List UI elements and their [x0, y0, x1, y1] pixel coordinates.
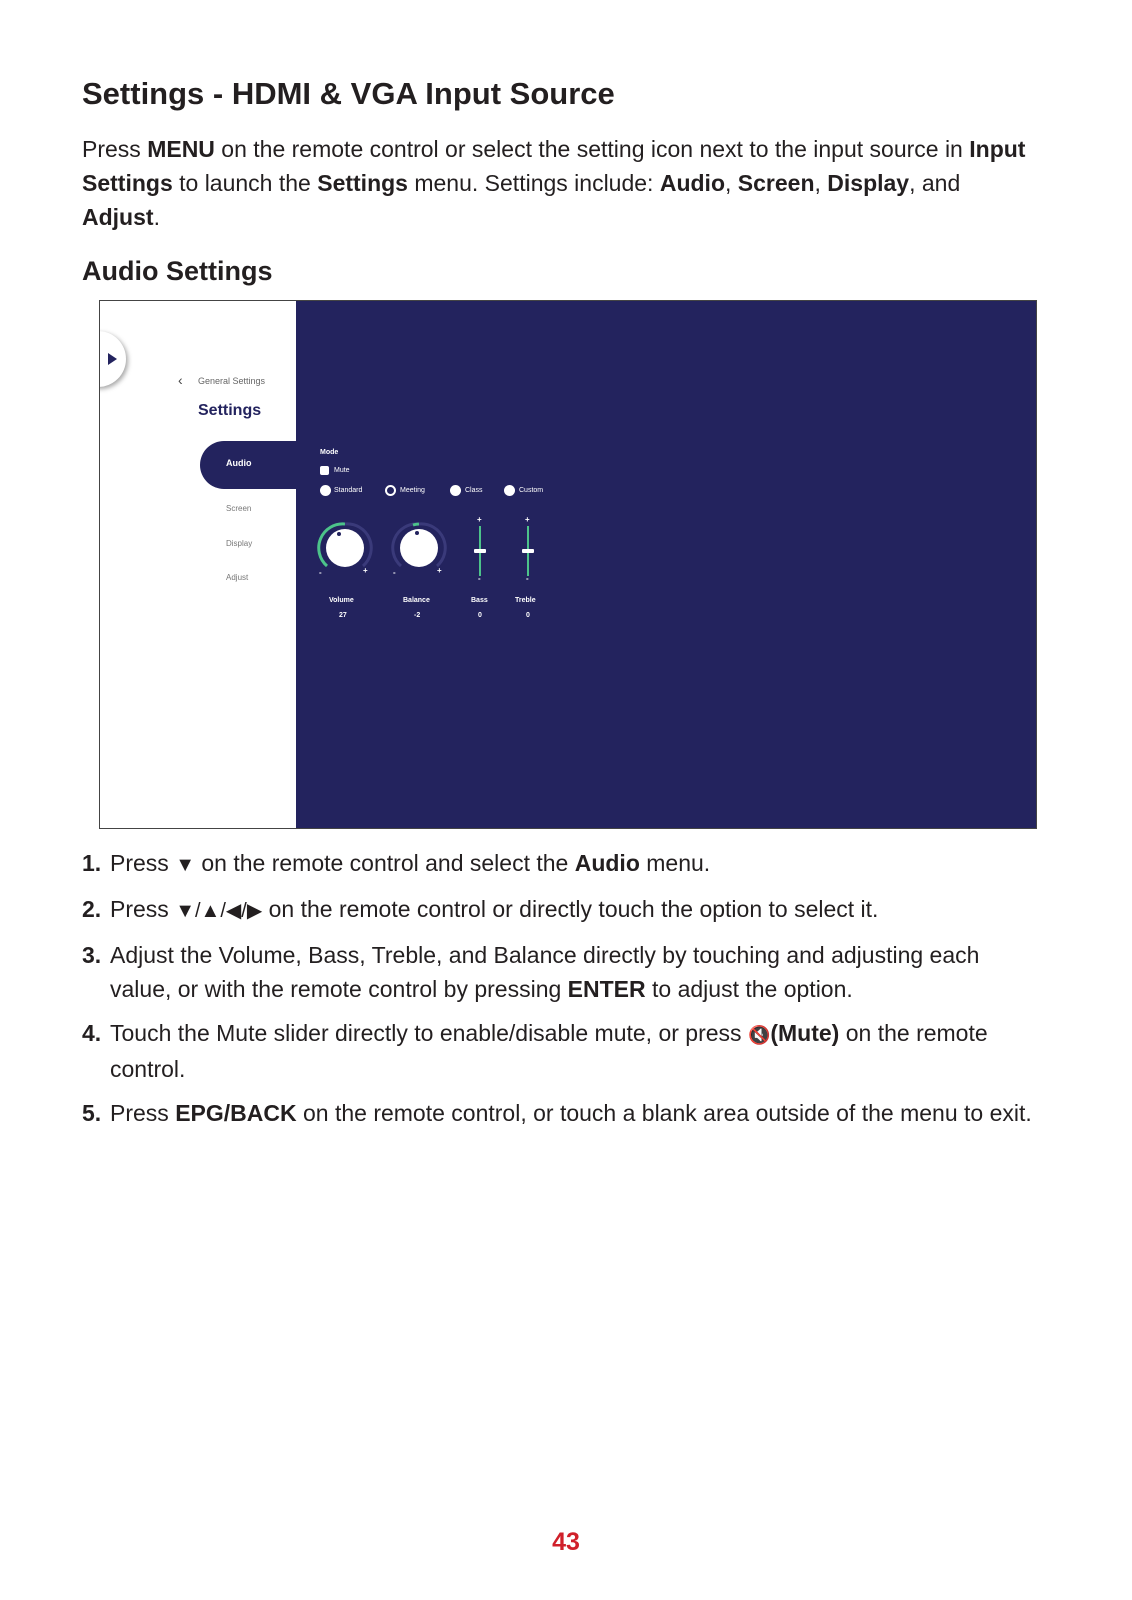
intro-paragraph: Press MENU on the remote control or select the setting icon next to the input source in Input Settings to launch the Settings menu. Settings include: Audio, Screen, Display, and Adjust.: [82, 136, 1026, 230]
list-item: 1. Press ▼ on the remote control and select the Audio menu.: [82, 850, 711, 876]
nav-item-adjust[interactable]: Adjust: [226, 573, 249, 582]
radio-custom[interactable]: [504, 485, 515, 496]
balance-minus[interactable]: -: [393, 568, 396, 577]
bass-slider-thumb[interactable]: [474, 549, 486, 553]
volume-label: Volume: [329, 597, 354, 604]
nav-item-display[interactable]: Display: [226, 539, 253, 548]
volume-minus[interactable]: -: [319, 568, 322, 577]
radio-standard-label: Standard: [334, 487, 363, 494]
bass-plus[interactable]: +: [477, 515, 482, 524]
nav-item-screen[interactable]: Screen: [226, 504, 252, 513]
list-item: 3. Adjust the Volume, Bass, Treble, and Balance directly by touching and adjusting each value, or with the remote control by pressing ENTER to adjust the option.: [82, 942, 980, 1002]
play-arrow-icon[interactable]: [108, 353, 117, 365]
breadcrumb[interactable]: General Settings: [198, 376, 266, 386]
balance-label: Balance: [403, 597, 430, 604]
nav-item-audio[interactable]: [200, 441, 310, 489]
volume-plus[interactable]: +: [363, 566, 368, 575]
section-title: Audio Settings: [82, 256, 273, 286]
radio-meeting[interactable]: [385, 485, 396, 496]
radio-custom-label: Custom: [519, 487, 544, 494]
down-arrow-icon: ▼: [175, 854, 195, 876]
page-number: 43: [552, 1528, 580, 1556]
mute-label: Mute: [334, 467, 350, 474]
page-title: Settings - HDMI & VGA Input Source: [82, 76, 615, 111]
bass-label: Bass: [471, 597, 488, 604]
radio-class-label: Class: [465, 487, 483, 494]
list-item: 5. Press EPG/BACK on the remote control, or touch a blank area outside of the menu to exit.: [82, 1100, 1032, 1126]
audio-settings-screenshot: [99, 300, 1037, 829]
treble-label: Treble: [515, 597, 536, 604]
bass-minus[interactable]: -: [478, 574, 481, 583]
radio-standard[interactable]: [320, 485, 331, 496]
treble-value: 0: [526, 612, 530, 619]
steps-list: [82, 846, 1042, 1140]
mode-label: Mode: [320, 449, 339, 456]
radio-meeting-label: Meeting: [400, 487, 425, 494]
treble-plus[interactable]: +: [525, 515, 530, 524]
nav-item-label: Audio: [226, 458, 252, 468]
balance-value: -2: [414, 612, 421, 619]
chevron-left-icon[interactable]: ‹: [178, 372, 183, 388]
volume-value: 27: [339, 612, 347, 619]
treble-minus[interactable]: -: [526, 574, 529, 583]
bass-value: 0: [478, 612, 482, 619]
direction-arrows-icon: ▼/▲/◀/▶: [175, 900, 263, 922]
radio-class[interactable]: [450, 485, 461, 496]
list-item: 2. Press ▼/▲/◀/▶ on the remote control or directly touch the option to select it.: [82, 896, 879, 922]
balance-plus[interactable]: +: [437, 566, 442, 575]
mute-icon: 🔇: [747, 1025, 771, 1045]
mute-checkbox[interactable]: [320, 466, 329, 475]
list-item: 4. Touch the Mute slider directly to enable/disable mute, or press 🔇(Mute) on the remote control.: [82, 1020, 988, 1082]
settings-heading: Settings: [198, 402, 262, 419]
treble-slider-thumb[interactable]: [522, 549, 534, 553]
